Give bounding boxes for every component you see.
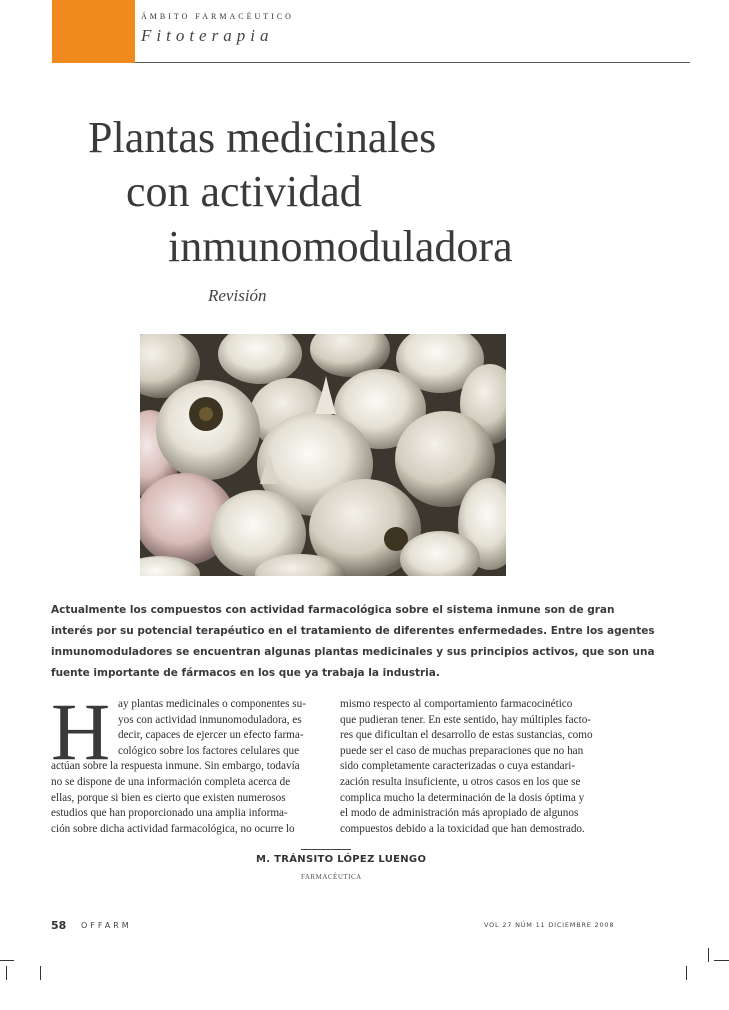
body-line: compuestos debido a la toxicidad que han demostrado. <box>340 822 585 835</box>
body-line: zación resulta insuficiente, u otros casos en los que se <box>340 775 581 788</box>
body-line: complica mucho la determinación de la dosis óptima y <box>340 791 585 804</box>
body-line: mismo respecto al comportamiento farmacocinético <box>340 698 573 710</box>
section-color-block <box>52 0 135 63</box>
signature-rule <box>301 849 351 850</box>
crop-mark <box>6 966 7 980</box>
body-line: res que dificultan el desarrollo de estas sustancias, como <box>340 729 593 742</box>
header-rule <box>135 62 690 63</box>
abstract-line: inmunomoduladores se encuentran algunas plantas medicinales y sus principios activos, que son una <box>51 646 655 658</box>
section-subtitle: Fitoterapia <box>141 26 274 45</box>
body-line: el modo de administración más apropiado de algunos <box>340 807 579 820</box>
body-line: no se dispone de una información completa acerca de <box>51 775 291 788</box>
body-line: ellas, porque si bien es cierto que existen numerosos <box>51 791 286 804</box>
article-title-line-2: con actividad <box>126 167 362 216</box>
body-line: actúan sobre la respuesta inmune. Sin embargo, todavía <box>51 760 300 773</box>
issue-info: VOL 27 NÚM 11 DICIEMBRE 2008 <box>484 921 615 929</box>
garlic-photo <box>140 334 506 576</box>
body-line: estudios que han proporcionado una amplia informa- <box>51 807 288 820</box>
page-number: 58 <box>51 919 67 932</box>
author-name: M. TRÁNSITO LÓPEZ LUENGO <box>256 854 427 865</box>
author-affiliation: FARMACÉUTICA <box>301 873 362 881</box>
body-line: ay plantas medicinales o componentes su- <box>118 698 306 710</box>
crop-mark <box>714 960 729 961</box>
body-line: sido completamente caracterizadas o cuya estandari- <box>340 760 576 773</box>
body-line: puede ser el caso de muchas preparaciones que no han <box>340 744 584 757</box>
body-line: que pudieran tener. En este sentido, hay múltiples facto- <box>340 713 592 726</box>
drop-cap: H <box>51 686 111 777</box>
crop-mark <box>40 966 41 980</box>
body-column-1 <box>51 697 311 837</box>
body-line: yos con actividad inmunomoduladora, es <box>118 713 302 726</box>
article-title-line-3: inmunomoduladora <box>168 222 513 271</box>
abstract <box>51 600 655 684</box>
crop-mark <box>686 966 687 980</box>
article-title-line-1: Plantas medicinales <box>88 113 437 162</box>
body-column-2 <box>340 697 602 837</box>
body-line: ción sobre dicha actividad farmacológica, no ocurre lo <box>51 822 295 835</box>
crop-mark <box>0 960 14 961</box>
body-line: decir, capaces de ejercer un efecto farma- <box>118 729 304 742</box>
abstract-line: fuente importante de fármacos en los que ya trabaja la industria. <box>51 667 440 679</box>
crop-mark <box>708 948 709 962</box>
article-type: Revisión <box>208 286 267 305</box>
abstract-line: interés por su potencial terapéutico en el tratamiento de diferentes enfermedades. Entre los agentes <box>51 625 655 637</box>
section-label: ÁMBITO FARMACÉUTICO <box>141 12 294 21</box>
abstract-line: Actualmente los compuestos con actividad farmacológica sobre el sistema inmune son de gran <box>51 604 615 616</box>
journal-name: OFFARM <box>81 921 132 930</box>
body-line: cológico sobre los factores celulares que <box>118 744 300 757</box>
